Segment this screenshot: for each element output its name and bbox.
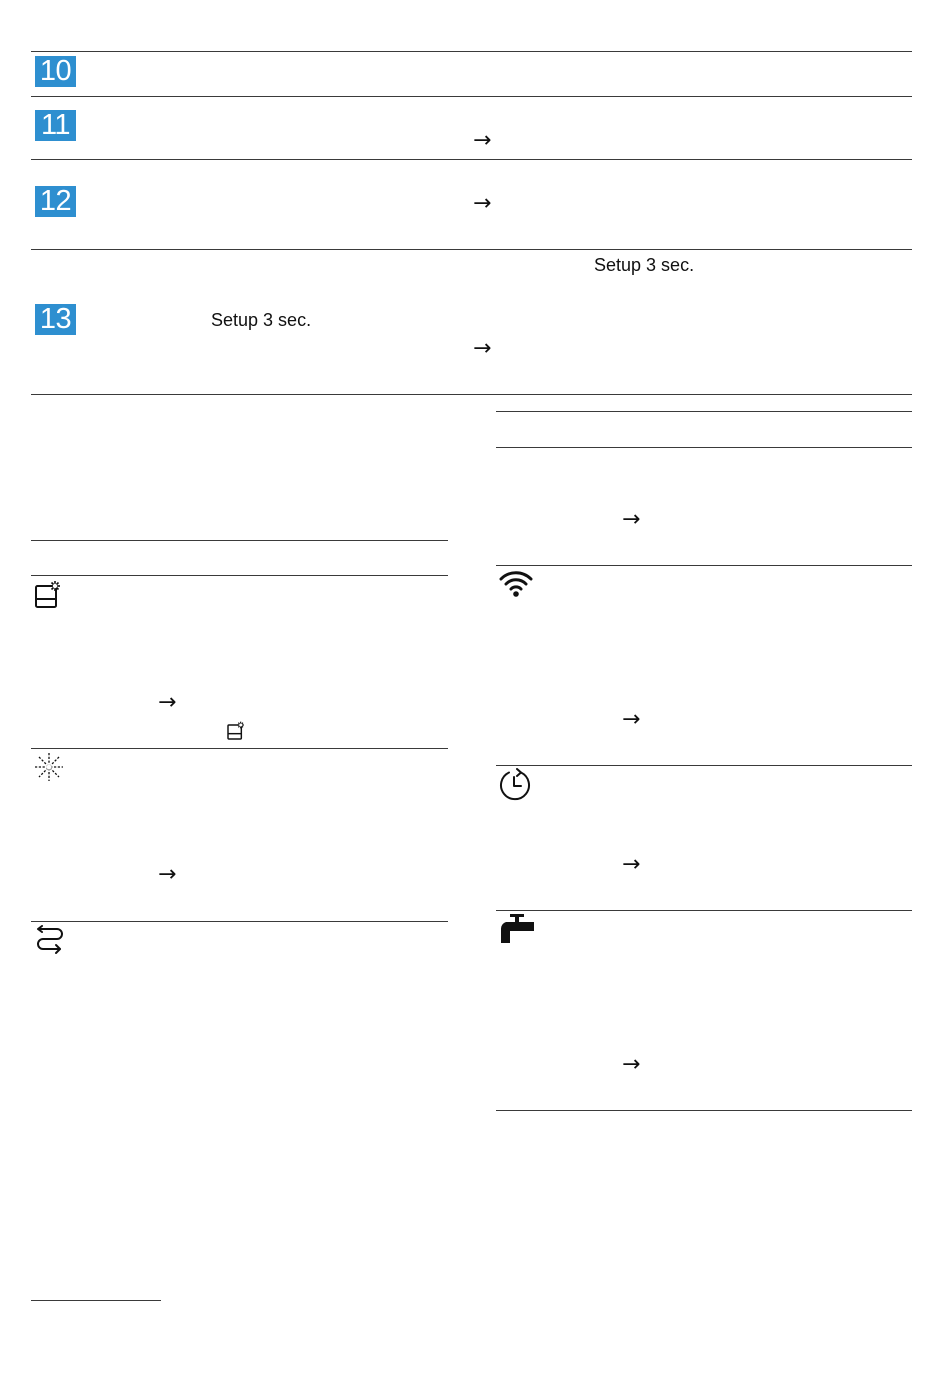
footnote-separator (31, 1300, 161, 1301)
left-table-rule (31, 748, 448, 749)
right-table-rule (496, 910, 912, 911)
left-table-header-rule (31, 575, 448, 576)
right-row-1-arrow: → (622, 507, 641, 532)
display-settings-icon (33, 580, 63, 610)
rinse-cycle-icon (33, 925, 65, 955)
step-13-arrow: → (473, 336, 492, 361)
left-table-rule (31, 921, 448, 922)
step-13-instruction-left: Setup 3 sec. (211, 310, 312, 330)
step-table-rule (31, 159, 912, 160)
step-11-arrow: → (473, 128, 492, 153)
water-tap-arrow: → (622, 1052, 641, 1077)
timer-icon (497, 768, 533, 802)
sparkle-arrow: → (158, 862, 177, 887)
step-badge-12: 12 (35, 186, 76, 217)
right-table-header-rule (496, 411, 912, 412)
step-badge-11: 11 (35, 110, 76, 141)
display-settings-arrow: → (158, 690, 177, 715)
step-12-arrow: → (473, 191, 492, 216)
left-table-header-rule (31, 540, 448, 541)
step-table-bottom-rule (31, 394, 912, 395)
step-table-top-rule (31, 51, 912, 52)
sparkle-icon (34, 752, 64, 782)
water-tap-icon (498, 912, 536, 946)
step-table-rule (31, 96, 912, 97)
right-table-rule (496, 765, 912, 766)
step-badge-10: 10 (35, 56, 76, 87)
timer-arrow: → (622, 852, 641, 877)
wifi-arrow: → (622, 707, 641, 732)
step-badge-13: 13 (35, 304, 76, 335)
right-table-rule (496, 565, 912, 566)
right-table-bottom-rule (496, 1110, 912, 1111)
step-table-rule (31, 249, 912, 250)
display-settings-icon-small (226, 721, 246, 741)
right-table-header-rule (496, 447, 912, 448)
step-13-instruction-right: Setup 3 sec. (594, 255, 695, 275)
wifi-icon (498, 567, 534, 599)
